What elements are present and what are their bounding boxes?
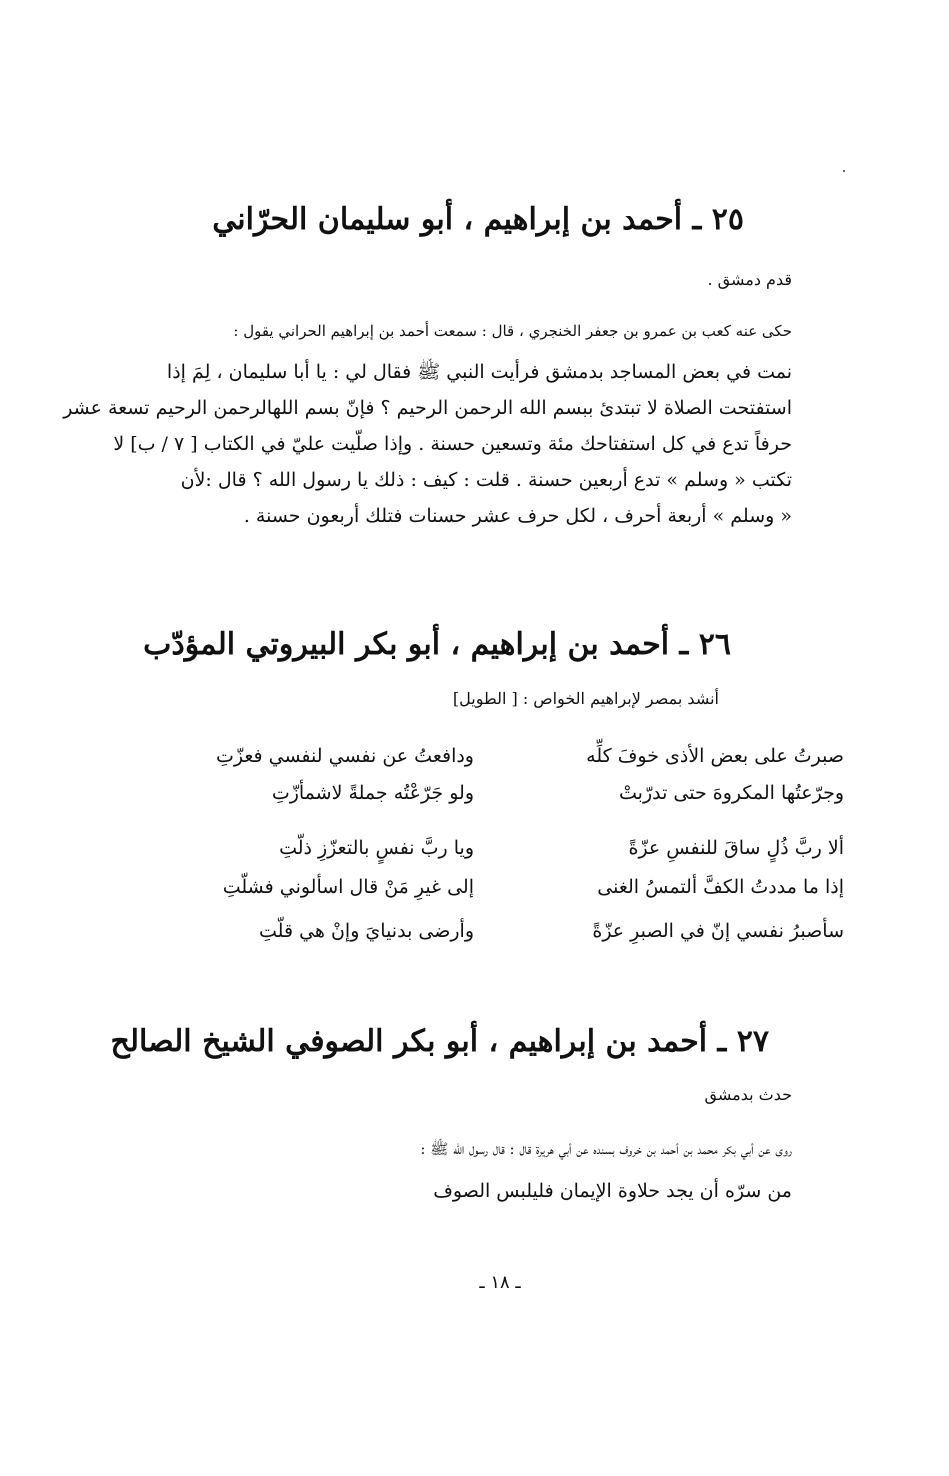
- entry-27-isnad: روى عن أبي بكر محمد بن أحمد بن خروف بسنده عن أبي هريرة قال : قال رسول الله ﷺ :: [420, 1140, 792, 1158]
- verse-4-second: إلى غيرِ مَنْ قال اسألوني فشلّتِ: [222, 876, 474, 898]
- verse-2-first: وجرّعتُها المكروهَ حتى تدرّبتْ: [619, 782, 844, 804]
- scan-speck: [843, 170, 845, 172]
- entry-25-line-1: نمت في بعض المساجد بدمشق فرأيت النبي ﷺ فقال لي : يا أبا سليمان ، لِمَ إذا: [166, 361, 792, 383]
- verse-1-first: صبرتُ على بعض الأذى خوفَ كلِّه: [586, 745, 844, 767]
- verse-3-second: ويا ربَّ نفسٍ بالتعزّزِ ذلّتِ: [279, 837, 474, 859]
- entry-25-line-2: استفتحت الصلاة لا تبتدئ ببسم الله الرحمن الرحيم ؟ فإنّ بسم اللهالرحمن الرحيم تسعة عشر: [63, 397, 792, 419]
- entry-25-note: قدم دمشق .: [707, 270, 792, 289]
- verse-4-first: إذا ما مددتُ الكفَّ ألتمسُ الغنى: [597, 876, 844, 898]
- verse-5-second: وأرضى بدنيايَ وإنْ هي قلّتِ: [259, 920, 474, 942]
- page-number: ـ ١٨ ـ: [479, 1272, 521, 1293]
- entry-25-line-3: حرفاً تدع في كل استفتاحك مئة وتسعين حسنة . وإذا صلّيت عليّ في الكتاب [ ٧ / ب] لا: [113, 433, 792, 455]
- entry-25-line-5: « وسلم » أربعة أحرف ، لكل حرف عشر حسنات فتلك أربعون حسنة .: [243, 505, 792, 527]
- verse-3-first: ألا ربَّ ذُلٍ ساقَ للنفسِ عزّةً: [628, 837, 844, 859]
- verse-2-second: ولو جَرّعْتُه جملةً لاشمأزّتِ: [271, 782, 474, 804]
- entry-27-title: ٢٧ ـ أحمد بن إبراهيم ، أبو بكر الصوفي الشيخ الصالح: [110, 1024, 769, 1059]
- entry-25-isnad: حكى عنه كعب بن عمرو بن جعفر الخنجري ، قال : سمعت أحمد بن إبراهيم الحراني يقول :: [233, 322, 792, 340]
- entry-26-title: ٢٦ ـ أحمد بن إبراهيم ، أبو بكر البيروتي المؤدّب: [143, 627, 731, 662]
- entry-25-line-4: تكتب « وسلم » تدع أربعين حسنة . قلت : كيف : ذلك يا رسول الله ؟ قال :لأن: [180, 469, 792, 491]
- entry-25-title: ٢٥ ـ أحمد بن إبراهيم ، أبو سليمان الحرّاني: [212, 202, 744, 237]
- entry-27-hadith: من سرّه أن يجد حلاوة الإيمان فليلبس الصوف: [433, 1180, 792, 1202]
- verse-1-second: ودافعتُ عن نفسي لنفسي فعزّتِ: [215, 745, 474, 767]
- entry-26-intro: أنشد بمصر لإبراهيم الخواص : [ الطويل]: [452, 689, 719, 708]
- verse-5-first: سأصبرُ نفسي إنّ في الصبرِ عزّةً: [592, 920, 844, 942]
- entry-25-body: [63, 354, 792, 534]
- entry-27-note: حدث بدمشق: [704, 1085, 792, 1104]
